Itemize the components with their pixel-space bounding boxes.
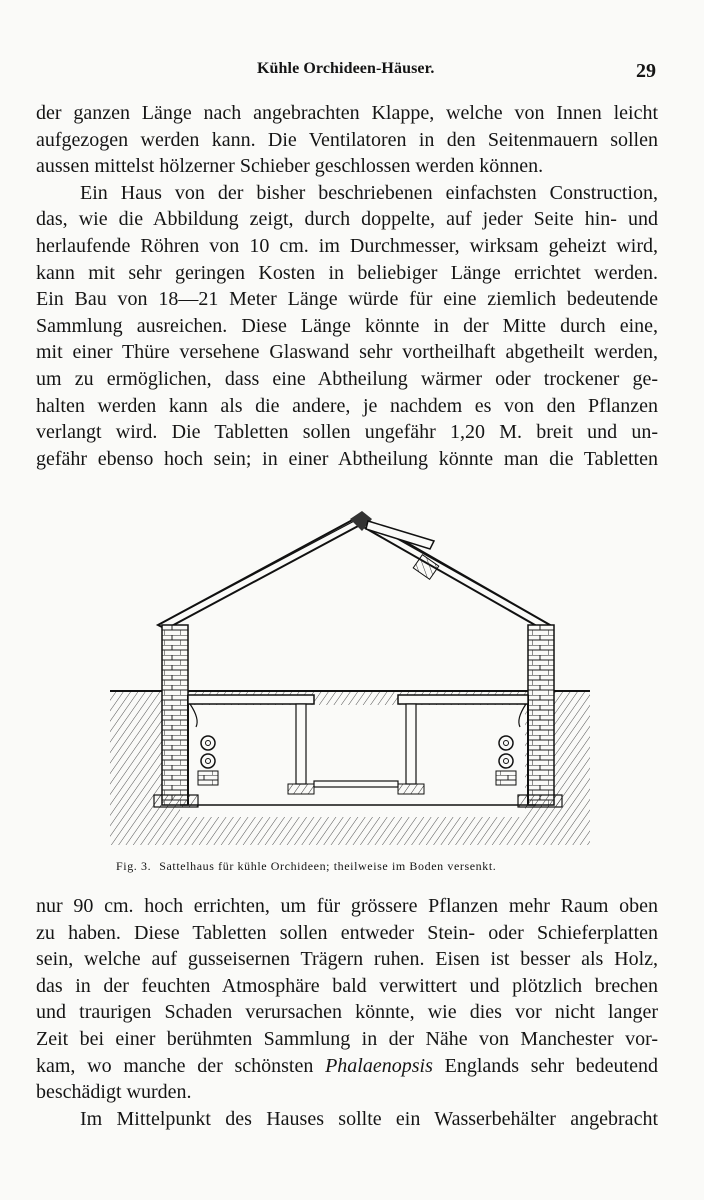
text-line: Sammlung ausreichen. Diese Länge könnte in der Mitte durch eine, [36, 314, 658, 337]
greenhouse-cross-section-figure [100, 505, 590, 850]
text-line: zu haben. Diese Tabletten sollen entweder Stein- oder Schieferplatten [36, 921, 658, 944]
figure-caption-text: Sattelhaus für kühle Orchideen; theilweise im Boden versenkt. [159, 859, 497, 873]
text-line: und traurigen Schaden verursachen könnte, wie dies vor nicht langer [36, 1001, 658, 1024]
text-line: Im Mittelpunkt des Hauses sollte ein Wasserbehälter angebracht [80, 1107, 658, 1130]
text-line: Ein Bau von 18—21 Meter Länge würde für eine ziemlich bedeutende [36, 288, 658, 311]
running-title: Kühle Orchideen-Häuser. [257, 60, 435, 77]
text-line: halten werden kann als die andere, je nachdem es von den Pflanzen [36, 394, 658, 417]
text-line: kann mit sehr geringen Kosten in beliebiger Länge errichtet werden. [36, 261, 658, 284]
text-line: gefähr ebenso hoch sein; in einer Abtheilung könnte man die Tabletten [36, 447, 658, 470]
text-line: das, wie die Abbildung zeigt, durch doppelte, auf jeder Seite hin- und [36, 208, 658, 231]
left-heating-pipes [198, 736, 218, 785]
text-segment: Englands sehr bedeutend [432, 1054, 658, 1077]
text-line: Ein Haus von der bisher beschriebenen einfachsten Construction, [80, 181, 658, 204]
left-brick-wall [162, 625, 188, 805]
text-line: verlangt wird. Die Tabletten sollen ungefähr 1,20 M. breit und un- [36, 421, 658, 444]
text-line: beschädigt wurden. [36, 1081, 192, 1104]
text-line: aussen mittelst hölzerner Schieber geschlossen werden können. [36, 155, 544, 178]
central-walkway [314, 781, 398, 787]
gable-roof [158, 511, 550, 629]
greenhouse-illustration [100, 505, 590, 850]
text-line: der ganzen Länge nach angebrachten Klappe, welche von Innen leicht [36, 102, 658, 124]
text-line: sein, welche auf gusseisernen Trägern ruhen. Eisen ist besser als Holz, [36, 948, 658, 971]
text-line: das in der feuchten Atmosphäre bald verwittert und plötzlich brechen [36, 974, 658, 997]
text-line: um zu ermöglichen, dass eine Abtheilung wärmer oder trockener ge- [36, 367, 658, 390]
text-line: mit einer Thüre versehene Glaswand sehr vortheilhaft abgetheilt werden, [36, 341, 658, 364]
figure-caption [116, 859, 586, 874]
right-heating-pipes [496, 736, 516, 785]
right-brick-wall [528, 625, 554, 805]
text-segment: kam, wo manche der schönsten [36, 1054, 326, 1077]
text-line: Zeit bei einer berühmten Sammlung in der Nähe von Manchester vor- [36, 1027, 658, 1050]
text-line: herlaufende Röhren von 10 cm. im Durchmesser, wirksam geheizt wird, [36, 234, 658, 257]
body-text-top [36, 100, 658, 472]
body-text-bottom [36, 893, 658, 1132]
running-head [0, 60, 704, 84]
text-line: aufgezogen werden kann. Die Ventilatoren in den Seitenmauern sollen [36, 128, 658, 151]
species-name-italic: Phalaenopsis [325, 1054, 433, 1077]
text-line: nur 90 cm. hoch errichten, um für grössere Pflanzen mehr Raum oben [36, 895, 658, 917]
text-line-with-italic [36, 1053, 658, 1080]
page-number: 29 [636, 60, 656, 82]
figure-label: Fig. 3. [116, 859, 152, 873]
